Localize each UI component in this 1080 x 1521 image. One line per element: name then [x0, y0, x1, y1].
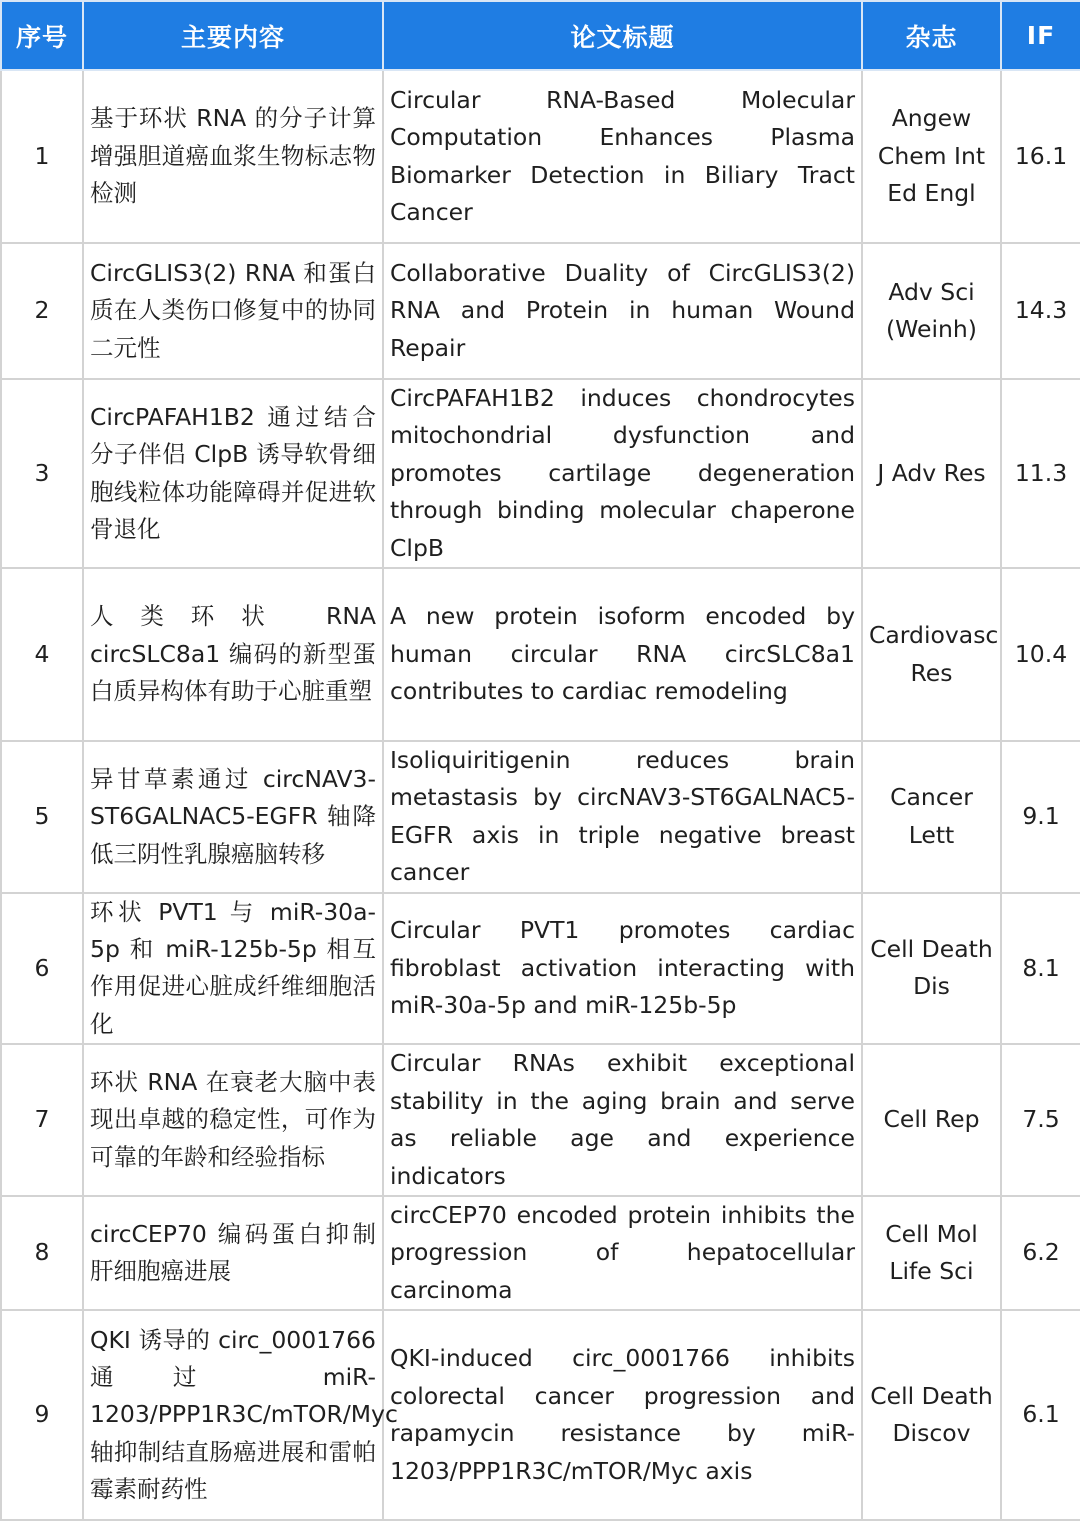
row-journal: Adv Sci (Weinh)	[862, 243, 1001, 379]
row-paper-title: A new protein isoform encoded by human circular RNA circSLC8a1 contributes to cardiac remodeling	[383, 568, 862, 741]
table-row	[1, 741, 1080, 893]
row-journal: Cell Death Discov	[862, 1310, 1001, 1520]
row-impact-factor: 8.1	[1001, 893, 1080, 1045]
row-journal: Cell Mol Life Sci	[862, 1196, 1001, 1310]
row-impact-factor: 14.3	[1001, 243, 1080, 379]
row-paper-title: Collaborative Duality of CircGLIS3(2) RNA and Protein in human Wound Repair	[383, 243, 862, 379]
row-topic: QKI 诱导的 circ_0001766 通过 miR-1203/PPP1R3C/mTOR/Myc 轴抑制结直肠癌进展和雷帕霉素耐药性	[83, 1310, 383, 1520]
row-topic: 环状 PVT1 与 miR-30a-5p 和 miR-125b-5p 相互作用促进心脏成纤维细胞活化	[83, 893, 383, 1045]
table-row	[1, 70, 1080, 243]
row-topic: 基于环状 RNA 的分子计算增强胆道癌血浆生物标志物检测	[83, 70, 383, 243]
row-topic: 环状 RNA 在衰老大脑中表现出卓越的稳定性，可作为可靠的年龄和经验指标	[83, 1044, 383, 1196]
row-number: 8	[1, 1196, 83, 1310]
row-impact-factor: 11.3	[1001, 379, 1080, 568]
row-topic: circCEP70 编码蛋白抑制肝细胞癌进展	[83, 1196, 383, 1310]
row-topic: 异甘草素通过 circNAV3-ST6GALNAC5-EGFR 轴降低三阴性乳腺癌脑转移	[83, 741, 383, 893]
table-row	[1, 568, 1080, 741]
row-journal: Cell Rep	[862, 1044, 1001, 1196]
row-topic: CircGLIS3(2) RNA 和蛋白质在人类伤口修复中的协同二元性	[83, 243, 383, 379]
row-impact-factor: 9.1	[1001, 741, 1080, 893]
table-row	[1, 379, 1080, 568]
header-row	[1, 1, 1080, 70]
header-num: 序号	[1, 1, 83, 70]
row-number: 1	[1, 70, 83, 243]
row-paper-title: Circular PVT1 promotes cardiac fibroblast activation interacting with miR-30a-5p and miR-125b-5p	[383, 893, 862, 1045]
header-if: IF	[1001, 1, 1080, 70]
header-title: 论文标题	[383, 1, 862, 70]
row-impact-factor: 16.1	[1001, 70, 1080, 243]
row-journal: Cell Death Dis	[862, 893, 1001, 1045]
row-number: 6	[1, 893, 83, 1045]
row-paper-title: circCEP70 encoded protein inhibits the progression of hepatocellular carcinoma	[383, 1196, 862, 1310]
row-paper-title: CircPAFAH1B2 induces chondrocytes mitochondrial dysfunction and promotes cartilage degeneration through binding molecular chaperone ClpB	[383, 379, 862, 568]
row-journal: Cancer Lett	[862, 741, 1001, 893]
row-journal: Cardiovasc Res	[862, 568, 1001, 741]
header-journal: 杂志	[862, 1, 1001, 70]
row-number: 7	[1, 1044, 83, 1196]
row-number: 5	[1, 741, 83, 893]
row-impact-factor: 6.1	[1001, 1310, 1080, 1520]
table-row	[1, 1310, 1080, 1520]
row-number: 2	[1, 243, 83, 379]
header-topic: 主要内容	[83, 1, 383, 70]
row-impact-factor: 10.4	[1001, 568, 1080, 741]
row-number: 3	[1, 379, 83, 568]
row-number: 9	[1, 1310, 83, 1520]
row-paper-title: Isoliquiritigenin reduces brain metastasis by circNAV3-ST6GALNAC5-EGFR axis in triple negative breast cancer	[383, 741, 862, 893]
table-row	[1, 1196, 1080, 1310]
row-journal: Angew Chem Int Ed Engl	[862, 70, 1001, 243]
row-journal: J Adv Res	[862, 379, 1001, 568]
table-row	[1, 243, 1080, 379]
row-topic: 人类环状 RNA circSLC8a1 编码的新型蛋白质异构体有助于心脏重塑	[83, 568, 383, 741]
row-impact-factor: 7.5	[1001, 1044, 1080, 1196]
row-topic: CircPAFAH1B2 通过结合分子伴侣 ClpB 诱导软骨细胞线粒体功能障碍并促进软骨退化	[83, 379, 383, 568]
row-paper-title: QKI-induced circ_0001766 inhibits colorectal cancer progression and rapamycin resistance by miR-1203/PPP1R3C/mTOR/Myc axis	[383, 1310, 862, 1520]
table-row	[1, 1044, 1080, 1196]
table-row	[1, 893, 1080, 1045]
row-number: 4	[1, 568, 83, 741]
row-impact-factor: 6.2	[1001, 1196, 1080, 1310]
row-paper-title: Circular RNAs exhibit exceptional stability in the aging brain and serve as reliable age and experience indicators	[383, 1044, 862, 1196]
row-paper-title: Circular RNA-Based Molecular Computation Enhances Plasma Biomarker Detection in Biliary Tract Cancer	[383, 70, 862, 243]
